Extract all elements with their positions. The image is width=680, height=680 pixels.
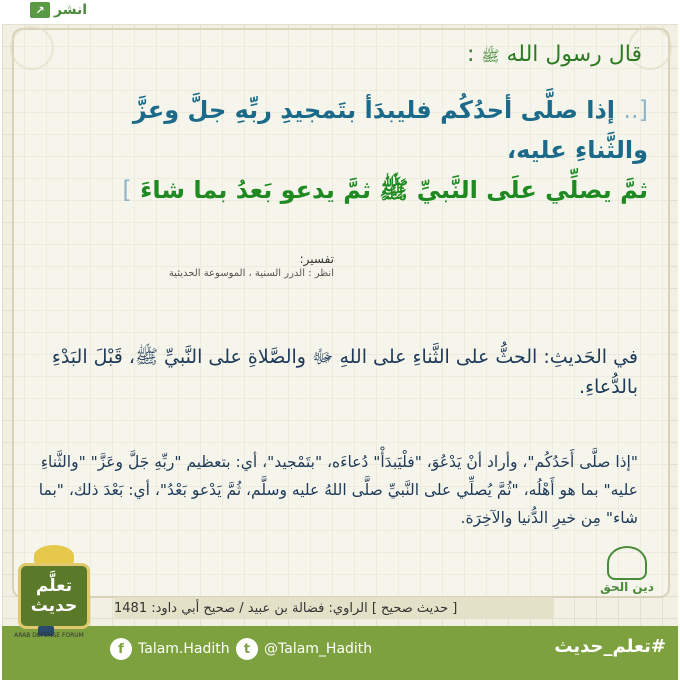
logo-box: [18, 563, 90, 629]
share-button[interactable]: [30, 2, 87, 18]
mosque-icon: [607, 546, 647, 580]
facebook-link[interactable]: [110, 638, 230, 660]
top-bar: [0, 0, 680, 24]
hadith-card: [2, 24, 678, 680]
intro-text: قال رسول الله: [506, 42, 642, 67]
logo-line-2: حديث: [30, 596, 78, 616]
twitter-link[interactable]: [236, 638, 372, 660]
forum-watermark-caption: ARAB DEFENSE FORUM: [14, 632, 84, 639]
hadith-info: [ حديث صحيح ] الراوي: فضالة بن عبيد / صحيح أبي داود: 1481: [114, 600, 458, 616]
twitter-icon: t: [236, 638, 258, 660]
footer-bar: [2, 626, 678, 680]
logo-right-text: دين الحق: [600, 580, 654, 594]
hadith-text: [28, 90, 648, 210]
facebook-icon: f: [110, 638, 132, 660]
close-bracket: ]: [122, 176, 132, 204]
honorific-icon: ﷺ: [481, 47, 500, 65]
hadith-line-2: والثَّناءِ عليه،: [506, 136, 648, 164]
explanation-paragraph-2: "إذا صلَّى أَحَدُكُم"، وأراد أنْ يَدْعُوَ، "فلْيَبدَأْ" دُعاءَه، "بتَمْجيد"، أي: بتعظيم "ربِّهِ جَلَّ وعَزَّ" "والثَّناءِ عليه" بما هو أَهْلُه، "ثُمَّ يُصلِّي على النَّبيِّ صلَّى اللهُ عليه وسلَّم، ثُمَّ يَدْعو بَعْدُ"، أي: بَعْدَ ذلك، "بما شاء" مِن خيرِ الدُّنيا والآخِرَة.: [38, 453, 638, 527]
facebook-label: Talam.Hadith: [138, 641, 230, 657]
share-icon: ↗: [30, 2, 50, 18]
tafsir-title: تفسير:: [299, 252, 334, 266]
intro-colon: :: [466, 42, 475, 67]
logo-line-1: تعلَّم: [35, 576, 73, 596]
explanation-paragraph-1: في الحَديثِ: الحثُّ على الثَّناءِ على اللهِ ﷻ والصَّلاةِ على النَّبيِّ ﷺ، قَبْلَ البَدْءِ بالدُّعاءِ.: [51, 346, 638, 398]
hadith-line-1: إذا صلَّى أحدُكُم فليبدَأ بتَمجيدِ ربِّهِ جلَّ وعزَّ: [132, 96, 616, 124]
intro-line: [42, 42, 642, 69]
tafsir-source: انظر : الدرر السنية ، الموسوعة الحديثية: [168, 268, 334, 279]
hashtag[interactable]: #تعلم_حديث: [554, 636, 666, 657]
talam-hadith-logo: [6, 545, 90, 629]
din-alhaq-logo: [597, 546, 657, 606]
hadith-info-bar: [114, 597, 554, 619]
twitter-label: @Talam_Hadith: [264, 641, 373, 657]
hadith-line-3: ثمَّ يصلِّي علَى النَّبيِّ ﷺ ثمَّ يدعو بَعدُ بما شاءَ: [140, 176, 648, 204]
share-label: انشر: [54, 2, 88, 18]
open-bracket: [..: [623, 96, 648, 124]
